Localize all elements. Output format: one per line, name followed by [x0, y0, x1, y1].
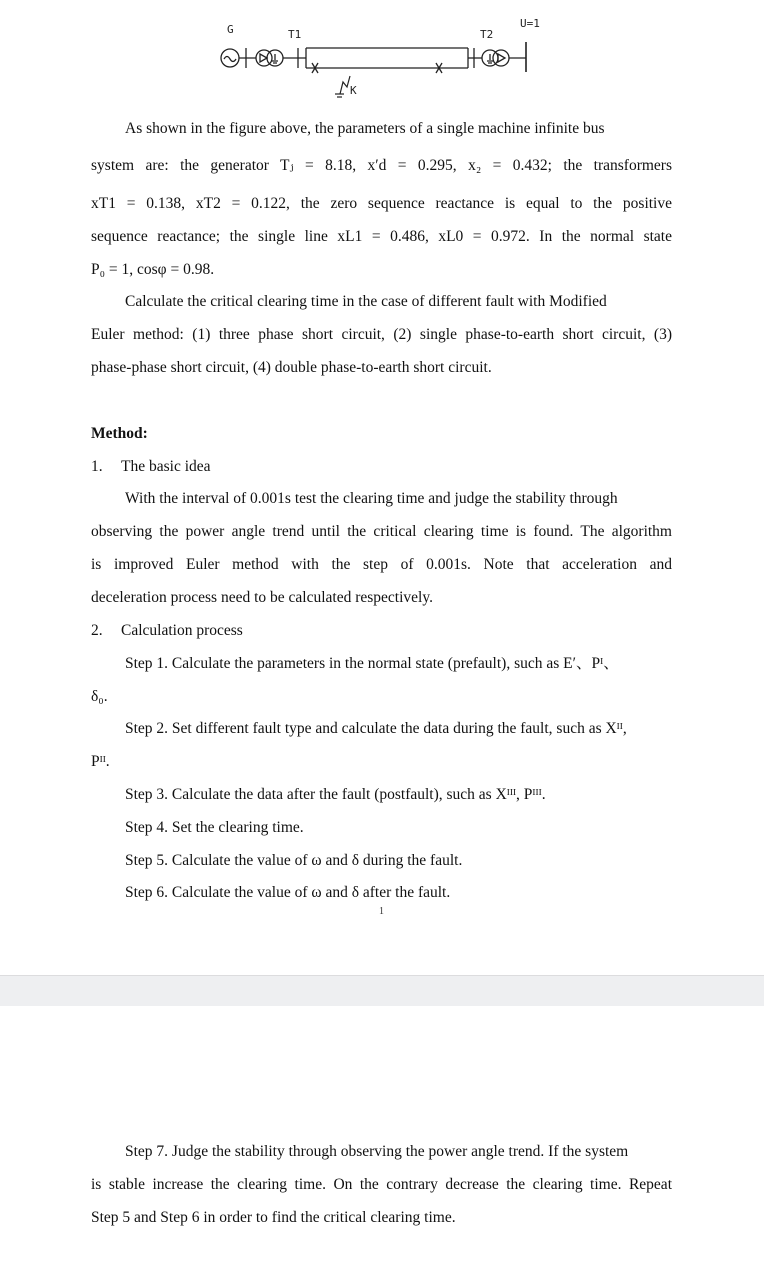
basic-idea-line-1: With the interval of 0.001s test the clearing time and judge the stability through [125, 490, 618, 507]
generator-symbol [221, 48, 256, 68]
step-4: Step 4. Set the clearing time. [125, 819, 304, 836]
step-1: Step 1. Calculate the parameters in the normal state (prefault), such as E′、Pᴵ、 [125, 655, 619, 672]
bus-label: U=1 [520, 17, 540, 30]
intro-line-5: P₀ = 1, cosφ = 0.98. [91, 261, 215, 278]
step-6: Step 6. Calculate the value of ω and δ after the fault. [125, 884, 451, 901]
transformer-t2-symbol [468, 48, 526, 68]
intro-line-2: system are: the generator Tⱼ = 8.18, x′d = 0.295, x₂ = 0.432; the transformers [91, 157, 672, 174]
method-heading: Method: [91, 425, 148, 442]
system-diagram [200, 10, 560, 100]
t2-label: T2 [480, 28, 494, 41]
intro-line-3: xT1 = 0.138, xT2 = 0.122, the zero sequence reactance is equal to the positive [91, 195, 672, 212]
generator-label: G [227, 23, 234, 36]
page-separator [0, 975, 764, 1007]
transmission-line [306, 48, 468, 73]
basic-idea-line-2: observing the power angle trend until the critical clearing time is found. The algorithm [91, 523, 672, 540]
step-3: Step 3. Calculate the data after the fault (postfault), such as Xᴵᴵᴵ, Pᴵᴵᴵ. [125, 786, 546, 803]
section-1-number: 1. [91, 458, 103, 475]
fault-symbol [335, 76, 350, 97]
transformer-t1-symbol [256, 48, 306, 68]
basic-idea-line-4: deceleration process need to be calculated respectively. [91, 589, 433, 606]
step-2: Step 2. Set different fault type and calculate the data during the fault, such as Xᴵᴵ, [125, 720, 627, 737]
page-2 [0, 1006, 764, 1280]
basic-idea-line-3: is improved Euler method with the step of 0.001s. Note that acceleration and [91, 556, 672, 573]
step-7-line-2: is stable increase the clearing time. On the contrary decrease the clearing time. Repeat [91, 1176, 672, 1193]
task-line-2: Euler method: (1) three phase short circuit, (2) single phase-to-earth short circuit, (3) [91, 326, 672, 343]
fault-label: K [350, 84, 357, 97]
step-2-continued: Pᴵᴵ. [91, 753, 110, 770]
task-line-1: Calculate the critical clearing time in the case of different fault with Modified [125, 293, 607, 310]
step-7-line-1: Step 7. Judge the stability through observing the power angle trend. If the system [125, 1143, 629, 1160]
section-2-title: Calculation process [121, 622, 243, 639]
step-1-continued: δ₀. [91, 688, 108, 705]
step-5: Step 5. Calculate the value of ω and δ during the fault. [125, 852, 463, 869]
intro-line-1: As shown in the figure above, the parameters of a single machine infinite bus [125, 120, 605, 137]
section-2-number: 2. [91, 622, 103, 639]
step-7-line-3: Step 5 and Step 6 in order to find the critical clearing time. [91, 1209, 456, 1226]
section-1-title: The basic idea [121, 458, 211, 475]
page-number: 1 [379, 906, 384, 917]
task-line-3: phase-phase short circuit, (4) double phase-to-earth short circuit. [91, 359, 492, 376]
intro-line-4: sequence reactance; the single line xL1 = 0.486, xL0 = 0.972. In the normal state [91, 228, 672, 245]
t1-label: T1 [288, 28, 302, 41]
